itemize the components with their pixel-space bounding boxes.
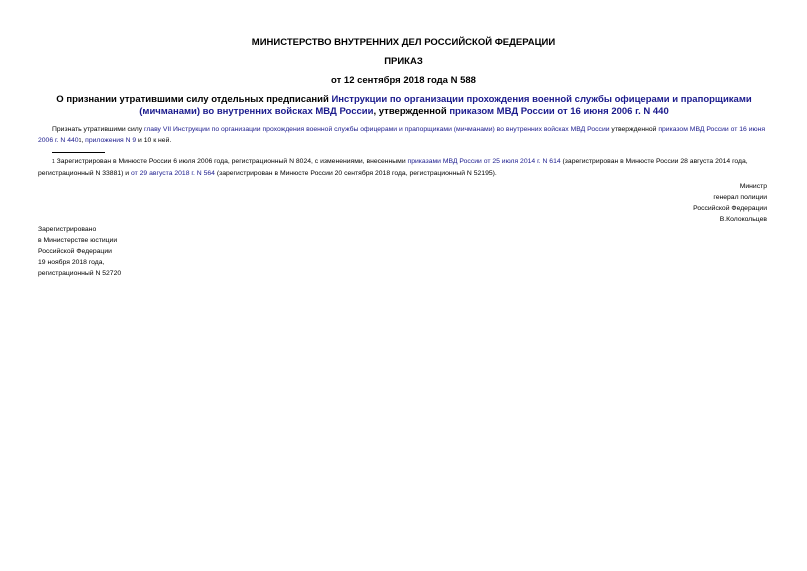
title-prefix: О признании утратившими силу отдельных предписаний xyxy=(56,94,332,105)
ministry-heading: МИНИСТЕРСТВО ВНУТРЕННИХ ДЕЛ РОССИЙСКОЙ ФЕДЕРАЦИИ xyxy=(251,37,556,48)
registration-line: 19 ноября 2018 года, xyxy=(38,259,105,266)
para-text-3: , xyxy=(81,137,86,144)
footnote-text-1: Зарегистрирован в Минюсте России 6 июля 2006 года, регистрационный N 8024, с изменениями, внесенными xyxy=(54,158,408,165)
title-link-order[interactable]: приказом МВД России от 16 июня 2006 г. N 440 xyxy=(449,106,669,117)
registration-line: Зарегистрировано xyxy=(38,226,97,233)
registration-block xyxy=(38,224,121,279)
main-paragraph xyxy=(38,124,770,147)
footnote-text-3: (зарегистрирован в Минюсте России 20 сентября 2018 года, регистрационный N 52195). xyxy=(214,170,497,177)
signature-line: Министр xyxy=(739,183,767,190)
para-text-4: и 10 к ней. xyxy=(136,137,172,144)
signature-line: В.Колокольцев xyxy=(719,216,767,223)
signature-block xyxy=(693,181,767,225)
footnote-link-614[interactable]: приказами МВД России от 25 июля 2014 г. N 614 xyxy=(407,158,561,165)
footnote-ref[interactable]: 1 xyxy=(78,138,82,144)
footnote-mark: 1 xyxy=(52,159,55,165)
footnote xyxy=(38,156,770,179)
footnote-link-564[interactable]: от 29 августа 2018 г. N 564 xyxy=(131,170,215,177)
para-text-2: утвержденной xyxy=(609,126,659,133)
registration-line: Российской Федерации xyxy=(38,248,112,255)
document-type: ПРИКАЗ xyxy=(384,56,423,67)
para-link-order[interactable]: приказом МВД России от 16 июня 2006 г. N 440 xyxy=(38,126,766,144)
para-text-1: Признать утратившими силу xyxy=(52,126,145,133)
signature-line: генерал полиции xyxy=(713,194,767,201)
para-link-chapter[interactable]: главу VII Инструкции по организации прохождения военной службы офицерами и прапорщиками (мичманами) во внутренних войсках МВД России xyxy=(144,126,610,133)
registration-line: регистрационный N 52720 xyxy=(38,270,122,277)
footnote-text-2: (зарегистрирован в Минюсте России 28 августа 2014 года, регистрационный N 33881) и xyxy=(38,158,748,177)
footnote-divider xyxy=(52,152,105,153)
para-link-appendix[interactable]: приложения N 9 xyxy=(85,137,137,144)
signature-line: Российской Федерации xyxy=(693,205,767,212)
registration-line: в Министерстве юстиции xyxy=(38,237,118,244)
document-date-number: от 12 сентября 2018 года N 588 xyxy=(331,75,476,86)
title-link-instruction[interactable]: Инструкции по организации прохождения военной службы офицерами и прапорщиками (мичманами) во внутренних войсках МВД России xyxy=(139,94,752,117)
document-title xyxy=(38,94,770,118)
title-middle: , утвержденной xyxy=(373,106,450,117)
